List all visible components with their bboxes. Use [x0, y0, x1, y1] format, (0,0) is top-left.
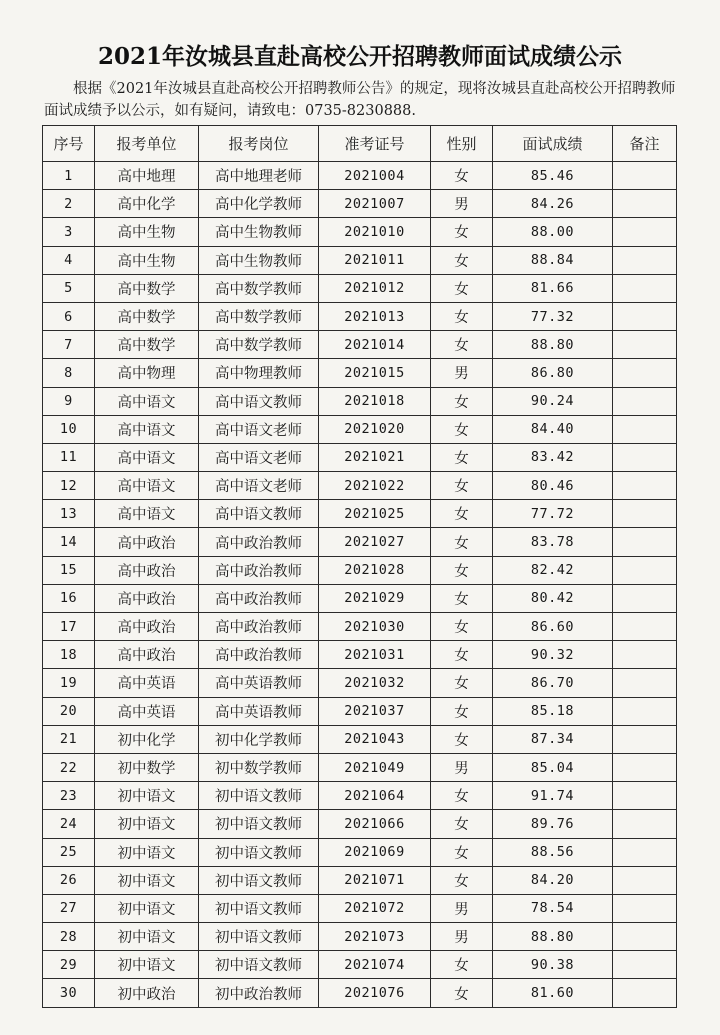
note-cell — [613, 951, 677, 979]
score-cell: 87.34 — [493, 725, 613, 753]
ticket-cell: 2021030 — [319, 613, 431, 641]
table-row — [43, 528, 677, 556]
post-cell: 高中数学教师 — [199, 302, 319, 330]
score-cell: 78.54 — [493, 894, 613, 922]
note-cell — [613, 302, 677, 330]
note-cell — [613, 838, 677, 866]
ticket-cell: 2021011 — [319, 246, 431, 274]
note-cell — [613, 443, 677, 471]
gender-cell: 女 — [431, 472, 493, 500]
unit-cell: 初中语文 — [95, 810, 199, 838]
ticket-cell: 2021043 — [319, 725, 431, 753]
post-header: 报考岗位 — [199, 126, 319, 162]
post-cell: 高中英语教师 — [199, 669, 319, 697]
gender-cell: 男 — [431, 923, 493, 951]
score-cell: 80.46 — [493, 472, 613, 500]
seq-cell: 1 — [43, 162, 95, 190]
ticket-header: 准考证号 — [319, 126, 431, 162]
unit-cell: 高中英语 — [95, 669, 199, 697]
gender-cell: 女 — [431, 528, 493, 556]
score-cell: 81.60 — [493, 979, 613, 1007]
ticket-cell: 2021025 — [319, 500, 431, 528]
gender-cell: 女 — [431, 556, 493, 584]
score-cell: 77.72 — [493, 500, 613, 528]
seq-cell: 28 — [43, 923, 95, 951]
unit-header: 报考单位 — [95, 126, 199, 162]
table-row — [43, 415, 677, 443]
table-row — [43, 500, 677, 528]
note-cell — [613, 866, 677, 894]
note-cell — [613, 246, 677, 274]
score-cell: 84.20 — [493, 866, 613, 894]
score-cell: 88.56 — [493, 838, 613, 866]
unit-cell: 高中数学 — [95, 331, 199, 359]
post-cell: 高中语文老师 — [199, 443, 319, 471]
gender-cell: 男 — [431, 753, 493, 781]
table-body — [43, 162, 677, 1008]
ticket-cell: 2021074 — [319, 951, 431, 979]
gender-cell: 女 — [431, 613, 493, 641]
post-cell: 初中政治教师 — [199, 979, 319, 1007]
gender-cell: 女 — [431, 302, 493, 330]
table-row — [43, 302, 677, 330]
table-header — [43, 126, 677, 162]
unit-cell: 高中数学 — [95, 274, 199, 302]
ticket-cell: 2021049 — [319, 753, 431, 781]
unit-cell: 高中生物 — [95, 246, 199, 274]
note-cell — [613, 162, 677, 190]
seq-cell: 4 — [43, 246, 95, 274]
seq-cell: 5 — [43, 274, 95, 302]
ticket-cell: 2021076 — [319, 979, 431, 1007]
unit-cell: 初中语文 — [95, 951, 199, 979]
ticket-cell: 2021031 — [319, 641, 431, 669]
post-cell: 高中政治教师 — [199, 528, 319, 556]
table-row — [43, 274, 677, 302]
seq-cell: 27 — [43, 894, 95, 922]
unit-cell: 高中政治 — [95, 613, 199, 641]
score-cell: 81.66 — [493, 274, 613, 302]
gender-cell: 男 — [431, 894, 493, 922]
score-cell: 86.60 — [493, 613, 613, 641]
post-cell: 高中生物教师 — [199, 218, 319, 246]
note-cell — [613, 725, 677, 753]
ticket-cell: 2021071 — [319, 866, 431, 894]
ticket-cell: 2021013 — [319, 302, 431, 330]
ticket-cell: 2021029 — [319, 584, 431, 612]
note-cell — [613, 556, 677, 584]
note-cell — [613, 697, 677, 725]
ticket-cell: 2021007 — [319, 190, 431, 218]
table-row — [43, 472, 677, 500]
score-cell: 84.40 — [493, 415, 613, 443]
post-cell: 高中物理教师 — [199, 359, 319, 387]
gender-cell: 女 — [431, 584, 493, 612]
table-row — [43, 838, 677, 866]
note-cell — [613, 923, 677, 951]
post-cell: 初中语文教师 — [199, 894, 319, 922]
score-cell: 80.42 — [493, 584, 613, 612]
score-cell: 88.80 — [493, 331, 613, 359]
seq-cell: 24 — [43, 810, 95, 838]
unit-cell: 初中语文 — [95, 782, 199, 810]
post-cell: 初中语文教师 — [199, 951, 319, 979]
seq-cell: 25 — [43, 838, 95, 866]
gender-cell: 女 — [431, 782, 493, 810]
unit-cell: 高中语文 — [95, 472, 199, 500]
seq-cell: 22 — [43, 753, 95, 781]
note-cell — [613, 218, 677, 246]
unit-cell: 高中政治 — [95, 641, 199, 669]
post-cell: 高中政治教师 — [199, 556, 319, 584]
note-cell — [613, 528, 677, 556]
note-cell — [613, 190, 677, 218]
score-cell: 84.26 — [493, 190, 613, 218]
note-cell — [613, 753, 677, 781]
seq-cell: 11 — [43, 443, 95, 471]
unit-cell: 高中生物 — [95, 218, 199, 246]
table-row — [43, 894, 677, 922]
ticket-cell: 2021015 — [319, 359, 431, 387]
score-cell: 88.80 — [493, 923, 613, 951]
note-cell — [613, 613, 677, 641]
note-header: 备注 — [613, 126, 677, 162]
table-row — [43, 725, 677, 753]
ticket-cell: 2021022 — [319, 472, 431, 500]
seq-cell: 15 — [43, 556, 95, 584]
score-cell: 85.04 — [493, 753, 613, 781]
gender-cell: 女 — [431, 331, 493, 359]
table-row — [43, 641, 677, 669]
table-row — [43, 387, 677, 415]
seq-cell: 8 — [43, 359, 95, 387]
unit-cell: 初中语文 — [95, 866, 199, 894]
seq-cell: 10 — [43, 415, 95, 443]
gender-cell: 女 — [431, 387, 493, 415]
seq-cell: 13 — [43, 500, 95, 528]
post-cell: 初中化学教师 — [199, 725, 319, 753]
score-cell: 88.84 — [493, 246, 613, 274]
post-cell: 初中语文教师 — [199, 810, 319, 838]
table-row — [43, 246, 677, 274]
note-cell — [613, 810, 677, 838]
note-cell — [613, 472, 677, 500]
score-cell: 90.24 — [493, 387, 613, 415]
seq-cell: 2 — [43, 190, 95, 218]
header-row — [43, 126, 677, 162]
gender-cell: 女 — [431, 951, 493, 979]
ticket-cell: 2021004 — [319, 162, 431, 190]
seq-cell: 9 — [43, 387, 95, 415]
table-row — [43, 951, 677, 979]
unit-cell: 初中语文 — [95, 923, 199, 951]
unit-cell: 初中语文 — [95, 894, 199, 922]
gender-cell: 女 — [431, 810, 493, 838]
unit-cell: 高中地理 — [95, 162, 199, 190]
score-header: 面试成绩 — [493, 126, 613, 162]
seq-cell: 17 — [43, 613, 95, 641]
table-row — [43, 359, 677, 387]
ticket-cell: 2021066 — [319, 810, 431, 838]
score-cell: 82.42 — [493, 556, 613, 584]
ticket-cell: 2021012 — [319, 274, 431, 302]
unit-cell: 初中数学 — [95, 753, 199, 781]
note-cell — [613, 359, 677, 387]
table-row — [43, 613, 677, 641]
seq-cell: 3 — [43, 218, 95, 246]
table-row — [43, 782, 677, 810]
gender-cell: 女 — [431, 500, 493, 528]
table-row — [43, 218, 677, 246]
post-cell: 初中语文教师 — [199, 923, 319, 951]
post-cell: 初中语文教师 — [199, 838, 319, 866]
gender-cell: 女 — [431, 274, 493, 302]
unit-cell: 初中语文 — [95, 838, 199, 866]
score-cell: 91.74 — [493, 782, 613, 810]
table-row — [43, 753, 677, 781]
page-title: 2021年汝城县直赴高校公开招聘教师面试成绩公示 — [97, 43, 622, 70]
post-cell: 高中语文教师 — [199, 500, 319, 528]
note-cell — [613, 415, 677, 443]
post-cell: 初中语文教师 — [199, 782, 319, 810]
gender-cell: 女 — [431, 725, 493, 753]
gender-cell: 女 — [431, 415, 493, 443]
intro-paragraph: 根据《2021年汝城县直赴高校公开招聘教师公告》的规定，现将汝城县直赴高校公开招聘教师面试成绩予以公示，如有疑问，请致电：0735-8230888. — [44, 81, 676, 119]
ticket-cell: 2021010 — [319, 218, 431, 246]
unit-cell: 高中化学 — [95, 190, 199, 218]
table-row — [43, 669, 677, 697]
ticket-cell: 2021021 — [319, 443, 431, 471]
ticket-cell: 2021069 — [319, 838, 431, 866]
table-row — [43, 697, 677, 725]
unit-cell: 初中化学 — [95, 725, 199, 753]
seq-cell: 12 — [43, 472, 95, 500]
post-cell: 高中政治教师 — [199, 584, 319, 612]
seq-cell: 7 — [43, 331, 95, 359]
post-cell: 高中政治教师 — [199, 641, 319, 669]
post-cell: 高中地理老师 — [199, 162, 319, 190]
seq-cell: 18 — [43, 641, 95, 669]
score-cell: 88.00 — [493, 218, 613, 246]
gender-cell: 女 — [431, 246, 493, 274]
unit-cell: 高中数学 — [95, 302, 199, 330]
ticket-cell: 2021064 — [319, 782, 431, 810]
seq-cell: 16 — [43, 584, 95, 612]
note-cell — [613, 979, 677, 1007]
table-row — [43, 923, 677, 951]
gender-cell: 女 — [431, 162, 493, 190]
table-row — [43, 584, 677, 612]
table-row — [43, 810, 677, 838]
seq-cell: 26 — [43, 866, 95, 894]
table-row — [43, 190, 677, 218]
table-row — [43, 331, 677, 359]
unit-cell: 高中语文 — [95, 500, 199, 528]
gender-cell: 女 — [431, 838, 493, 866]
table-row — [43, 979, 677, 1007]
post-cell: 初中数学教师 — [199, 753, 319, 781]
note-cell — [613, 387, 677, 415]
ticket-cell: 2021028 — [319, 556, 431, 584]
ticket-cell: 2021073 — [319, 923, 431, 951]
note-cell — [613, 641, 677, 669]
seq-cell: 14 — [43, 528, 95, 556]
ticket-cell: 2021072 — [319, 894, 431, 922]
ticket-cell: 2021037 — [319, 697, 431, 725]
gender-cell: 女 — [431, 669, 493, 697]
table-row — [43, 866, 677, 894]
unit-cell: 高中物理 — [95, 359, 199, 387]
note-cell — [613, 274, 677, 302]
ticket-cell: 2021018 — [319, 387, 431, 415]
note-cell — [613, 584, 677, 612]
post-cell: 高中语文老师 — [199, 415, 319, 443]
table-row — [43, 443, 677, 471]
ticket-cell: 2021027 — [319, 528, 431, 556]
table-row — [43, 162, 677, 190]
seq-cell: 23 — [43, 782, 95, 810]
post-cell: 高中化学教师 — [199, 190, 319, 218]
results-table — [42, 125, 677, 1008]
seq-header: 序号 — [43, 126, 95, 162]
note-cell — [613, 782, 677, 810]
unit-cell: 高中语文 — [95, 415, 199, 443]
post-cell: 高中英语教师 — [199, 697, 319, 725]
seq-cell: 29 — [43, 951, 95, 979]
gender-cell: 男 — [431, 359, 493, 387]
score-cell: 85.18 — [493, 697, 613, 725]
ticket-cell: 2021020 — [319, 415, 431, 443]
score-cell: 77.32 — [493, 302, 613, 330]
note-cell — [613, 500, 677, 528]
seq-cell: 20 — [43, 697, 95, 725]
score-cell: 86.80 — [493, 359, 613, 387]
post-cell: 初中语文教师 — [199, 866, 319, 894]
note-cell — [613, 331, 677, 359]
score-cell: 90.38 — [493, 951, 613, 979]
gender-cell: 女 — [431, 443, 493, 471]
note-cell — [613, 894, 677, 922]
ticket-cell: 2021014 — [319, 331, 431, 359]
score-cell: 89.76 — [493, 810, 613, 838]
gender-cell: 女 — [431, 641, 493, 669]
seq-cell: 6 — [43, 302, 95, 330]
post-cell: 高中语文教师 — [199, 387, 319, 415]
unit-cell: 初中政治 — [95, 979, 199, 1007]
unit-cell: 高中政治 — [95, 584, 199, 612]
gender-header: 性别 — [431, 126, 493, 162]
post-cell: 高中数学教师 — [199, 274, 319, 302]
seq-cell: 21 — [43, 725, 95, 753]
score-cell: 90.32 — [493, 641, 613, 669]
unit-cell: 高中语文 — [95, 387, 199, 415]
seq-cell: 30 — [43, 979, 95, 1007]
score-cell: 85.46 — [493, 162, 613, 190]
unit-cell: 高中英语 — [95, 697, 199, 725]
post-cell: 高中数学教师 — [199, 331, 319, 359]
unit-cell: 高中政治 — [95, 556, 199, 584]
table-row — [43, 556, 677, 584]
gender-cell: 女 — [431, 866, 493, 894]
note-cell — [613, 669, 677, 697]
gender-cell: 女 — [431, 697, 493, 725]
unit-cell: 高中语文 — [95, 443, 199, 471]
gender-cell: 男 — [431, 190, 493, 218]
gender-cell: 女 — [431, 979, 493, 1007]
gender-cell: 女 — [431, 218, 493, 246]
post-cell: 高中语文老师 — [199, 472, 319, 500]
score-cell: 83.42 — [493, 443, 613, 471]
unit-cell: 高中政治 — [95, 528, 199, 556]
score-cell: 83.78 — [493, 528, 613, 556]
post-cell: 高中政治教师 — [199, 613, 319, 641]
ticket-cell: 2021032 — [319, 669, 431, 697]
post-cell: 高中生物教师 — [199, 246, 319, 274]
seq-cell: 19 — [43, 669, 95, 697]
score-cell: 86.70 — [493, 669, 613, 697]
